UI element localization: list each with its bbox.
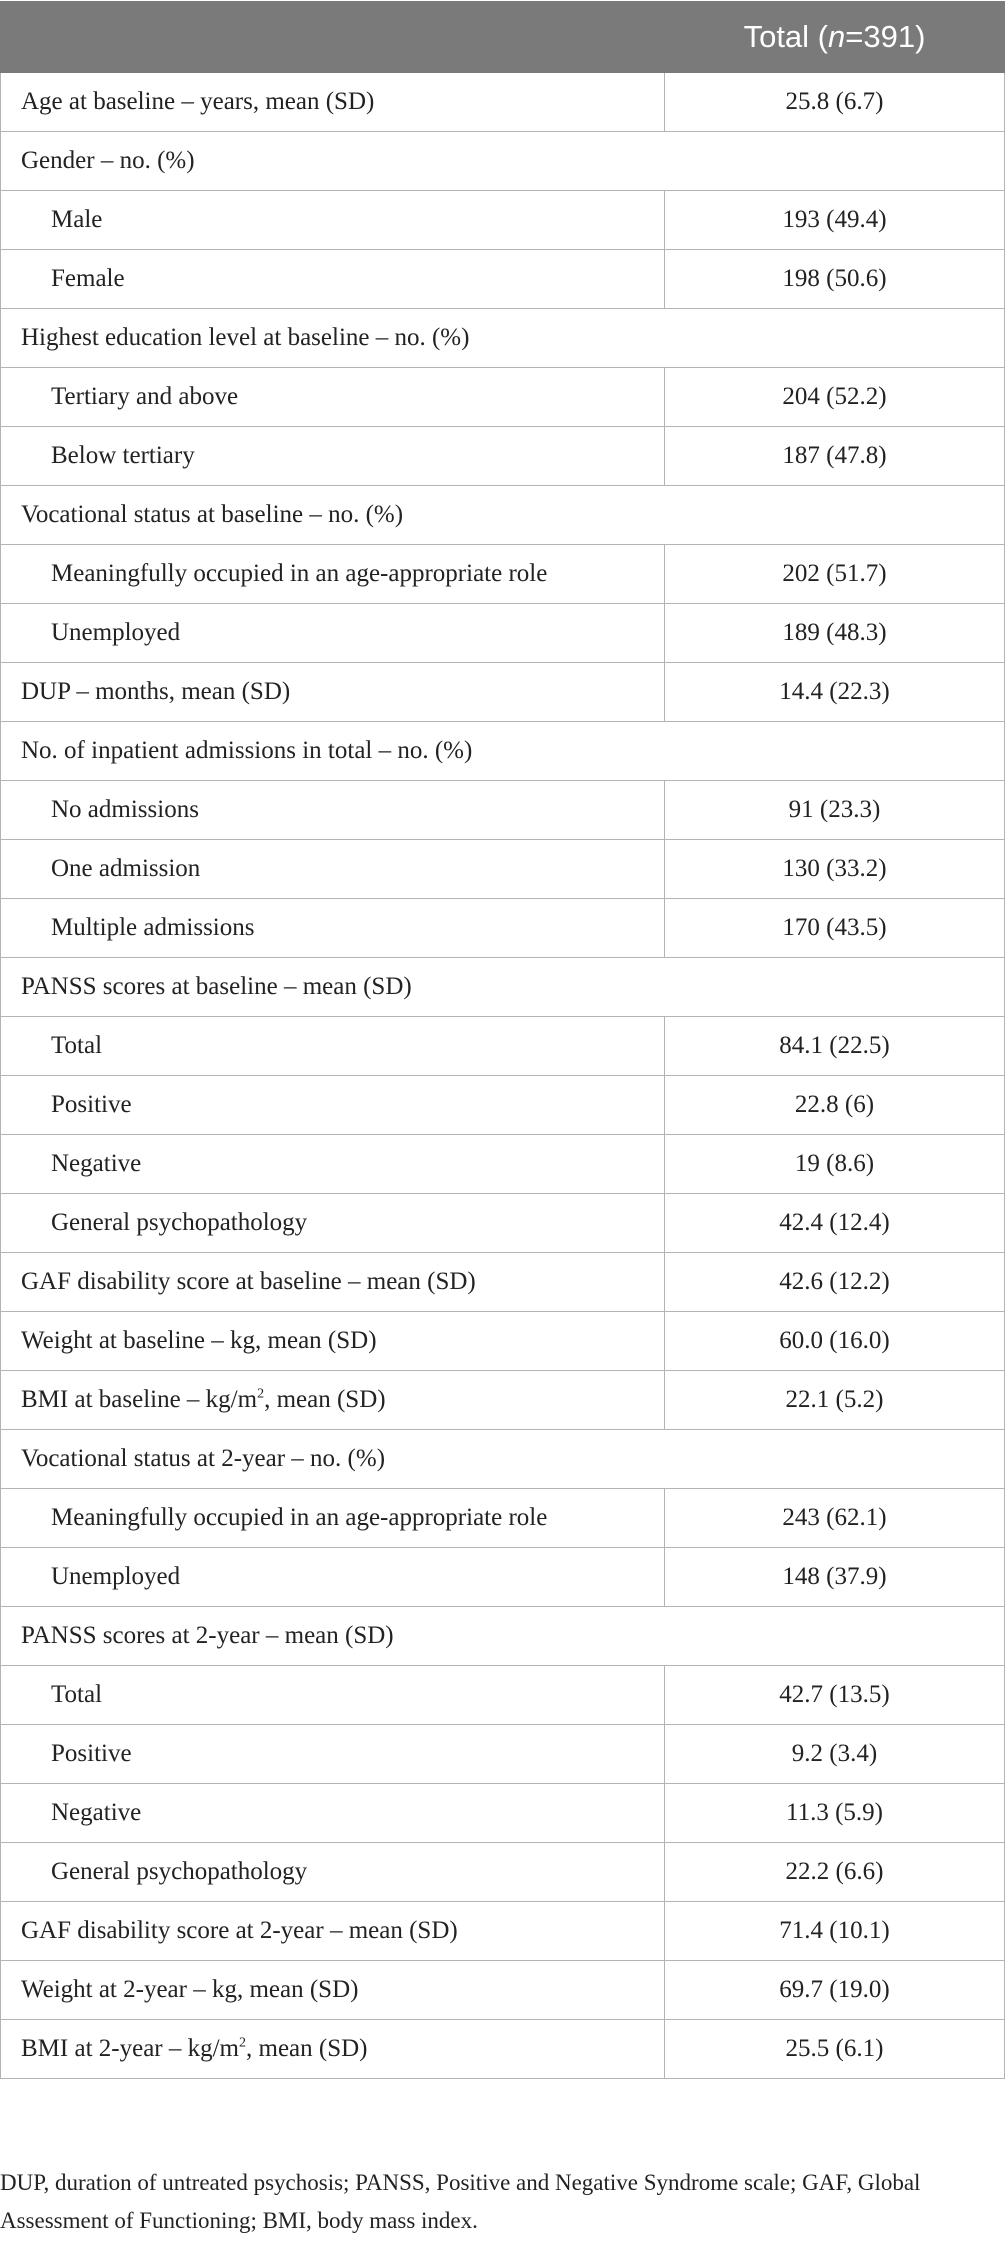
header-row	[1, 2, 1005, 73]
sub-row-label: General psychopathology	[1, 1843, 665, 1902]
table-row	[1, 663, 1005, 722]
row-value: 187 (47.8)	[665, 427, 1005, 486]
row-value: 130 (33.2)	[665, 840, 1005, 899]
row-label: GAF disability score at 2-year – mean (SD)	[1, 1902, 665, 1961]
row-value: 25.8 (6.7)	[665, 73, 1005, 132]
table-footnote: DUP, duration of untreated psychosis; PANSS, Positive and Negative Syndrome scale; GAF, Global Assessment of Functioning; BMI, body mass index.	[0, 2170, 921, 2233]
sub-row-label: Below tertiary	[1, 427, 665, 486]
table-row	[1, 1312, 1005, 1371]
row-value: 91 (23.3)	[665, 781, 1005, 840]
sub-row-label: Unemployed	[1, 1548, 665, 1607]
row-value: 204 (52.2)	[665, 368, 1005, 427]
row-value: 170 (43.5)	[665, 899, 1005, 958]
section-label: PANSS scores at 2-year – mean (SD)	[1, 1607, 1005, 1666]
table-section-row	[1, 132, 1005, 191]
superscript: 2	[257, 1386, 265, 1402]
table-row	[1, 1843, 1005, 1902]
table-row	[1, 1076, 1005, 1135]
header-total-n: n	[828, 19, 846, 55]
row-value: 69.7 (19.0)	[665, 1961, 1005, 2020]
section-label: PANSS scores at baseline – mean (SD)	[1, 958, 1005, 1017]
row-value: 19 (8.6)	[665, 1135, 1005, 1194]
table-row	[1, 368, 1005, 427]
characteristics-table-container	[0, 1, 1004, 2079]
section-label: Highest education level at baseline – no. (%)	[1, 309, 1005, 368]
header-total-suffix: =391)	[845, 19, 926, 55]
row-label: Weight at baseline – kg, mean (SD)	[1, 1312, 665, 1371]
table-row	[1, 427, 1005, 486]
row-value: 42.7 (13.5)	[665, 1666, 1005, 1725]
section-label: Gender – no. (%)	[1, 132, 1005, 191]
header-total-cell	[665, 2, 1005, 73]
header-label-cell	[1, 2, 665, 73]
table-row	[1, 2020, 1005, 2079]
row-label-text: BMI at 2-year – kg/m	[21, 2034, 240, 2062]
sub-row-label: Female	[1, 250, 665, 309]
row-value: 11.3 (5.9)	[665, 1784, 1005, 1843]
sub-row-label: Meaningfully occupied in an age-appropriate role	[1, 545, 665, 604]
row-value: 42.6 (12.2)	[665, 1253, 1005, 1312]
table-row	[1, 1489, 1005, 1548]
row-value: 84.1 (22.5)	[665, 1017, 1005, 1076]
row-value: 25.5 (6.1)	[665, 2020, 1005, 2079]
table-row	[1, 1017, 1005, 1076]
row-value: 193 (49.4)	[665, 191, 1005, 250]
row-value: 22.1 (5.2)	[665, 1371, 1005, 1430]
row-value: 148 (37.9)	[665, 1548, 1005, 1607]
sub-row-label: Positive	[1, 1076, 665, 1135]
table-row	[1, 781, 1005, 840]
sub-row-label: No admissions	[1, 781, 665, 840]
row-value: 14.4 (22.3)	[665, 663, 1005, 722]
row-label: Weight at 2-year – kg, mean (SD)	[1, 1961, 665, 2020]
sub-row-label: Negative	[1, 1784, 665, 1843]
sub-row-label: Negative	[1, 1135, 665, 1194]
row-value: 202 (51.7)	[665, 545, 1005, 604]
sub-row-label: Total	[1, 1666, 665, 1725]
sub-row-label: Unemployed	[1, 604, 665, 663]
header-total-prefix: Total (	[743, 19, 828, 55]
row-label: GAF disability score at baseline – mean (SD)	[1, 1253, 665, 1312]
section-label: Vocational status at baseline – no. (%)	[1, 486, 1005, 545]
table-row	[1, 1548, 1005, 1607]
sub-row-label: Multiple admissions	[1, 899, 665, 958]
table-row	[1, 545, 1005, 604]
row-value: 243 (62.1)	[665, 1489, 1005, 1548]
table-row	[1, 1784, 1005, 1843]
row-value: 42.4 (12.4)	[665, 1194, 1005, 1253]
row-label: DUP – months, mean (SD)	[1, 663, 665, 722]
row-label: Age at baseline – years, mean (SD)	[1, 73, 665, 132]
table-row	[1, 1194, 1005, 1253]
row-label	[1, 2020, 665, 2079]
row-value: 71.4 (10.1)	[665, 1902, 1005, 1961]
table-section-row	[1, 309, 1005, 368]
sub-row-label: Tertiary and above	[1, 368, 665, 427]
table-row	[1, 604, 1005, 663]
table-row	[1, 191, 1005, 250]
table-header	[1, 2, 1005, 73]
sub-row-label: Positive	[1, 1725, 665, 1784]
sub-row-label: One admission	[1, 840, 665, 899]
table-row	[1, 250, 1005, 309]
table-row	[1, 1666, 1005, 1725]
table-section-row	[1, 1607, 1005, 1666]
table-row	[1, 1135, 1005, 1194]
sub-row-label: Total	[1, 1017, 665, 1076]
table-row	[1, 899, 1005, 958]
row-value: 22.8 (6)	[665, 1076, 1005, 1135]
row-value: 60.0 (16.0)	[665, 1312, 1005, 1371]
sub-row-label: Meaningfully occupied in an age-appropriate role	[1, 1489, 665, 1548]
sub-row-label: Male	[1, 191, 665, 250]
row-label	[1, 1371, 665, 1430]
table-row	[1, 840, 1005, 899]
table-row	[1, 1253, 1005, 1312]
row-value: 9.2 (3.4)	[665, 1725, 1005, 1784]
table-section-row	[1, 1430, 1005, 1489]
sub-row-label: General psychopathology	[1, 1194, 665, 1253]
superscript: 2	[239, 2035, 247, 2051]
row-value: 189 (48.3)	[665, 604, 1005, 663]
table-row	[1, 1961, 1005, 2020]
table-row	[1, 1725, 1005, 1784]
table-row	[1, 1371, 1005, 1430]
row-label-text: BMI at baseline – kg/m	[21, 1385, 258, 1413]
row-value: 198 (50.6)	[665, 250, 1005, 309]
row-label-text-suffix: , mean (SD)	[246, 2034, 368, 2062]
characteristics-table	[0, 1, 1005, 2079]
table-section-row	[1, 958, 1005, 1017]
table-section-row	[1, 722, 1005, 781]
table-row	[1, 73, 1005, 132]
table-body	[1, 73, 1005, 2079]
section-label: Vocational status at 2-year – no. (%)	[1, 1430, 1005, 1489]
row-value: 22.2 (6.6)	[665, 1843, 1005, 1902]
row-label-text-suffix: , mean (SD)	[264, 1385, 386, 1413]
section-label: No. of inpatient admissions in total – no. (%)	[1, 722, 1005, 781]
table-section-row	[1, 486, 1005, 545]
table-row	[1, 1902, 1005, 1961]
